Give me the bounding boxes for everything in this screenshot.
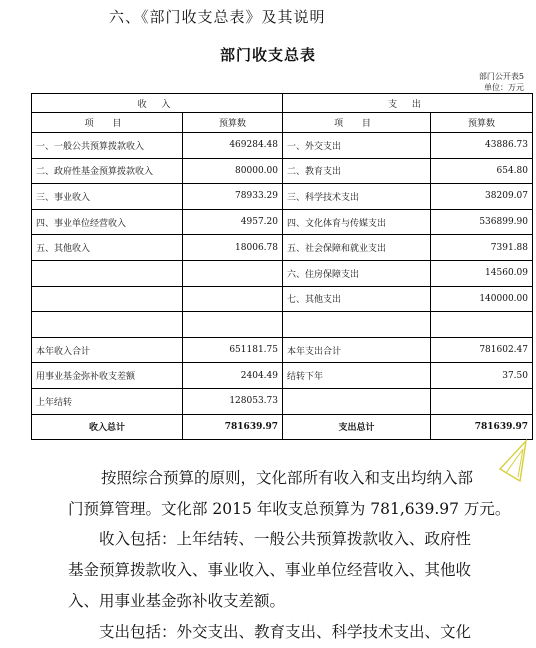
paragraph-2-line-1: 收入包括：上年结转、一般公共预算拨款收入、政府性 xyxy=(68,530,472,548)
expense-budget-header: 预算数 xyxy=(431,113,533,133)
table-row xyxy=(32,158,533,184)
total-row xyxy=(32,414,533,440)
expense-value: 140000.00 xyxy=(431,286,533,312)
expense-item xyxy=(283,388,431,414)
column-header-row xyxy=(32,113,533,133)
expense-item: 七、其他支出 xyxy=(283,286,431,312)
income-value: 4957.20 xyxy=(183,209,283,235)
pencil-mark-icon xyxy=(496,437,536,485)
expense-item: 四、文化体育与传媒支出 xyxy=(283,209,431,235)
table-row xyxy=(32,312,533,338)
income-item: 本年收入合计 xyxy=(32,337,183,363)
table-row xyxy=(32,235,533,261)
income-item: 二、政府性基金预算拨款收入 xyxy=(32,158,183,184)
table-row xyxy=(32,260,533,286)
paragraph-2-line-3: 入、用事业基金弥补收支差额。 xyxy=(68,592,286,610)
income-item xyxy=(32,260,183,286)
expense-value xyxy=(431,388,533,414)
income-item: 上年结转 xyxy=(32,388,183,414)
paragraph-3-line-1: 支出包括：外交支出、教育支出、科学技术支出、文化 xyxy=(68,623,472,641)
expense-item: 一、外交支出 xyxy=(283,133,431,159)
income-header: 收 入 xyxy=(32,94,283,113)
income-item: 一、一般公共预算拨款收入 xyxy=(32,133,183,159)
income-value xyxy=(183,312,283,338)
paragraph-2 xyxy=(68,524,528,617)
income-value: 2404.49 xyxy=(183,363,283,389)
table-row xyxy=(32,337,533,363)
paragraph-1-line-2: 门预算管理。文化部 2015 年收支总预算为 781,639.97 万元。 xyxy=(68,500,511,518)
paragraph-3 xyxy=(68,617,528,648)
table-header-row xyxy=(32,94,533,113)
income-total-value: 781639.97 xyxy=(183,414,283,440)
expense-value: 7391.88 xyxy=(431,235,533,261)
expense-item-header: 项 目 xyxy=(283,113,431,133)
section-heading: 六、《部门收支总表》及其说明 xyxy=(109,8,326,26)
income-value: 651181.75 xyxy=(183,337,283,363)
expense-value: 536899.90 xyxy=(431,209,533,235)
paragraph-2-line-2: 基金预算拨款收入、事业收入、事业单位经营收入、其他收 xyxy=(68,561,472,579)
income-value xyxy=(183,260,283,286)
expense-item xyxy=(283,312,431,338)
expense-item: 六、住房保障支出 xyxy=(283,260,431,286)
expense-value: 14560.09 xyxy=(431,260,533,286)
table-title: 部门收支总表 xyxy=(219,46,316,64)
expense-header: 支 出 xyxy=(283,94,533,113)
income-total-label: 收入总计 xyxy=(32,414,183,440)
expense-value: 38209.07 xyxy=(431,184,533,210)
table-row xyxy=(32,286,533,312)
income-item-header: 项 目 xyxy=(32,113,183,133)
income-item xyxy=(32,312,183,338)
table-row xyxy=(32,133,533,159)
table-row xyxy=(32,184,533,210)
table-row xyxy=(32,209,533,235)
expense-value: 781602.47 xyxy=(431,337,533,363)
expense-item: 结转下年 xyxy=(283,363,431,389)
table-row xyxy=(32,388,533,414)
expense-total-value: 781639.97 xyxy=(431,414,533,440)
expense-value: 43886.73 xyxy=(431,133,533,159)
unit-label: 单位：万元 xyxy=(484,83,524,92)
budget-table xyxy=(31,93,533,440)
income-item: 四、事业单位经营收入 xyxy=(32,209,183,235)
expense-value: 654.80 xyxy=(431,158,533,184)
income-item xyxy=(32,286,183,312)
expense-item: 本年支出合计 xyxy=(283,337,431,363)
income-value xyxy=(183,286,283,312)
table-code: 部门公开表5 xyxy=(478,72,524,81)
expense-total-label: 支出总计 xyxy=(283,414,431,440)
income-value: 128053.73 xyxy=(183,388,283,414)
income-value: 78933.29 xyxy=(183,184,283,210)
table-row xyxy=(32,363,533,389)
paragraph-1 xyxy=(68,463,528,525)
income-item: 三、事业收入 xyxy=(32,184,183,210)
expense-value xyxy=(431,312,533,338)
income-value: 18006.78 xyxy=(183,235,283,261)
income-item: 用事业基金弥补收支差额 xyxy=(32,363,183,389)
expense-value: 37.50 xyxy=(431,363,533,389)
income-value: 469284.48 xyxy=(183,133,283,159)
expense-item: 三、科学技术支出 xyxy=(283,184,431,210)
income-item: 五、其他收入 xyxy=(32,235,183,261)
income-value: 80000.00 xyxy=(183,158,283,184)
income-budget-header: 预算数 xyxy=(183,113,283,133)
expense-item: 二、教育支出 xyxy=(283,158,431,184)
paragraph-1-line-1: 按照综合预算的原则，文化部所有收入和支出均纳入部 xyxy=(101,469,474,487)
expense-item: 五、社会保障和就业支出 xyxy=(283,235,431,261)
